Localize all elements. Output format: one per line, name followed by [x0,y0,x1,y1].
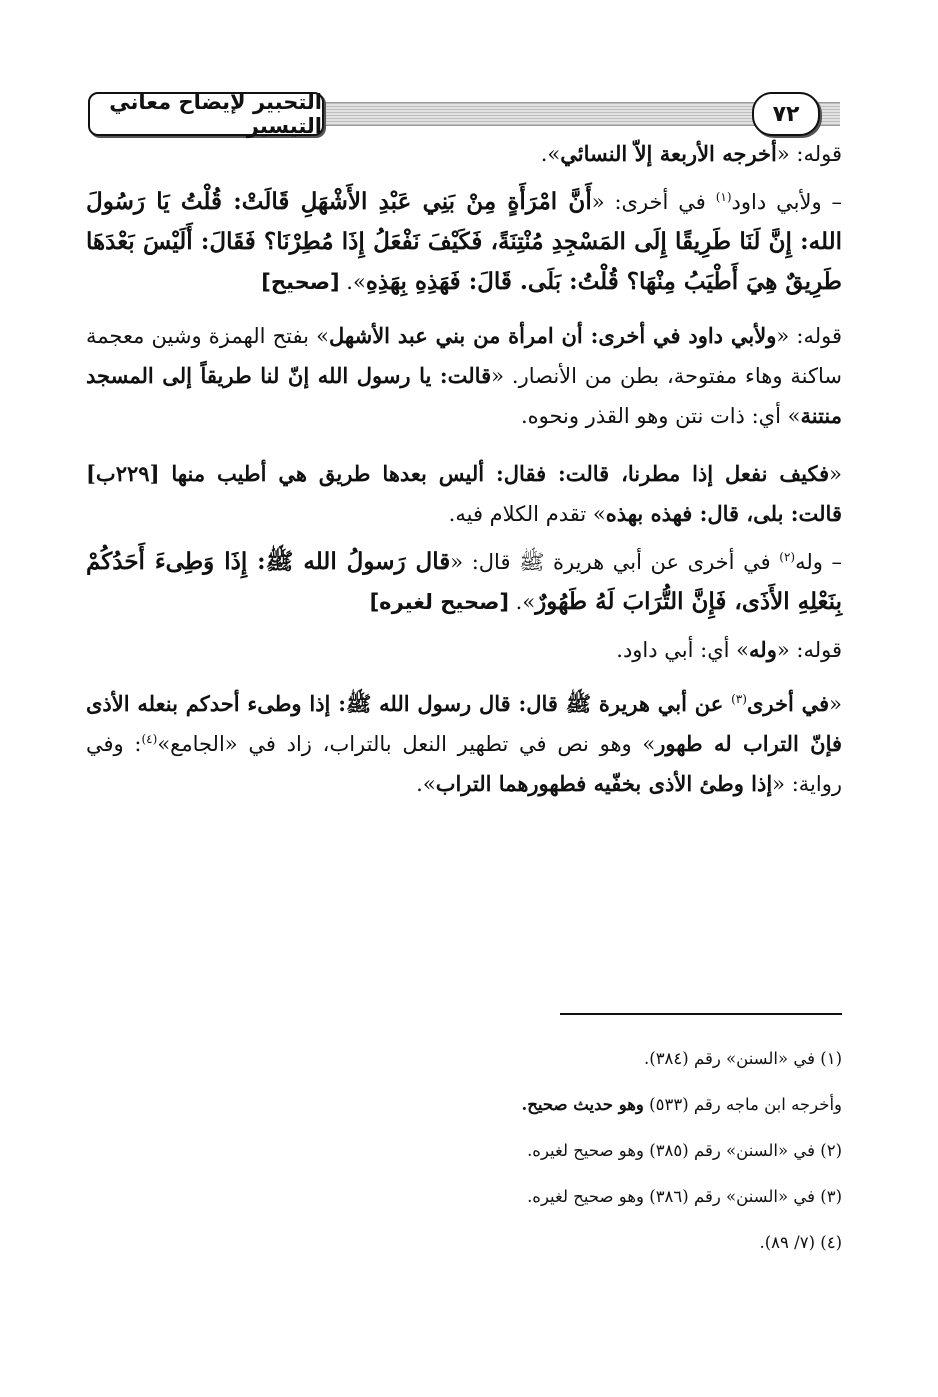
text-run: قوله: « [776,324,843,348]
text-run: : وفي رواية: « [86,732,842,796]
footnote-2: (٢) في «السنن» رقم (٣٨٥) وهو صحيح لغيره. [527,1141,842,1160]
hadith-grade: [صحيح لغيره] [369,590,509,614]
quoted-bold-text: عن أبي هريرة ﷺ قال: قال رسول الله ﷺ: إذا وطىء أحدكم بنعله الأذى فإنّ التراب له طهور [86,691,843,756]
text-run: « [829,692,842,716]
text-run: قوله: « [776,638,842,662]
text-run: « [829,462,842,486]
text-run: ». [509,590,536,614]
footnote-ref-2[interactable]: (٢) [779,550,796,564]
text-run: ». [540,142,561,166]
paragraph-5 [86,542,842,622]
quoted-bold-text: ولأبي داود في أخرى: أن امرأة من بني عبد الأشهل [329,323,777,348]
quoted-bold-text: أخرجه الأربعة إلاّ النسائي [560,141,777,166]
footnote-bold-text: وهو حديث صحيح. [521,1095,644,1114]
book-title: التحبير لإيضاح معاني التيسير [88,92,324,136]
quoted-bold-text: قالت: يا رسول الله إنّ لنا طريقاً إلى المسجد منتنة [86,363,842,428]
text-run: » أي: ذات نتن وهو القذر ونحوه. [520,404,801,428]
footnote-4: (٤) (٧/ ٨٩). [759,1233,842,1252]
text-run: » بفتح الهمزة وشين معجمة ساكنة وهاء مفتوحة، بطن من الأنصار. « [86,324,842,388]
footnote-1-continued [86,1082,842,1128]
hadith-text: قال رَسولُ الله ﷺ: إِذَا وَطِىءَ أَحَدُكُمْ بِنَعْلِهِ الأَذَى، فَإِنَّ التُّرَابَ لَهُ طَهُورٌ [86,548,842,615]
main-text [86,134,842,804]
hadith-grade: [صحيح] [261,270,340,294]
text-run: وأخرجه ابن ماجه رقم (٥٣٣) [643,1095,842,1114]
text-run: » تقدم الكلام فيه. [448,502,606,526]
footnote-3: (٣) في «السنن» رقم (٣٨٦) وهو صحيح لغيره. [527,1187,842,1206]
quoted-bold-text: في أخرى [746,691,830,716]
text-run: » وهو نص في تطهير النعل بالتراب، زاد في «الجامع» [157,732,656,756]
footnote-1: (١) في «السنن» رقم (٣٨٤). [644,1049,842,1068]
text-run: في أخرى عن أبي هريرة ﷺ قال: « [450,550,780,574]
footnote-ref-1[interactable]: (١) [715,190,732,204]
footnotes [86,1036,842,1266]
footnote-separator [560,1013,842,1015]
paragraph-7 [86,684,842,804]
paragraph-1 [86,134,842,174]
paragraph-3 [86,316,842,436]
footnote-ref-4[interactable]: (٤) [141,732,158,746]
text-run: في أخرى: « [591,190,716,214]
page-number: ٧٢ [752,92,820,136]
footnote-ref-3[interactable]: (٣) [731,692,747,706]
running-header [88,92,840,136]
text-run: ». [339,270,366,294]
text-run: » أي: أبي داود. [616,638,750,662]
quoted-bold-text: إذا وطئ الأذى بخفّيه فطهورهما التراب [435,771,773,796]
quoted-bold-text: فكيف نفعل إذا مطرنا، قالت: فقال: أليس بعدها طريق هي أطيب منها [٢٢٩ب] قالت: بلى، قال: فهذه بهذه [86,461,842,526]
text-run: – وله [795,550,842,574]
hadith-text: أَنَّ امْرَأَةٍ مِنْ بَنِي عَبْدِ الأَشْهَلِ قَالَتْ: قُلْتُ يَا رَسُولَ الله: إِنَّ لَنَا طَرِيقًا إِلَى المَسْجِدِ مُنْتِنَةً، فَكَيْفَ نَفْعَلُ إِذَا مُطِرْنَا؟ فَقَالَ: أَلَيْسَ بَعْدَهَا طَرِيقٌ هِيَ أَطْيَبُ مِنْهَا؟ قُلْتُ: بَلَى. قَالَ: فَهَذِهِ بِهَذِهِ [86,188,842,295]
paragraph-2 [86,182,842,302]
text-run: قوله: « [776,142,842,166]
text-run: – ولأبي داود [731,190,842,214]
text-run: ». [416,772,436,796]
paragraph-6 [86,630,842,670]
paragraph-4 [86,454,842,534]
quoted-bold-text: وله [749,637,777,662]
